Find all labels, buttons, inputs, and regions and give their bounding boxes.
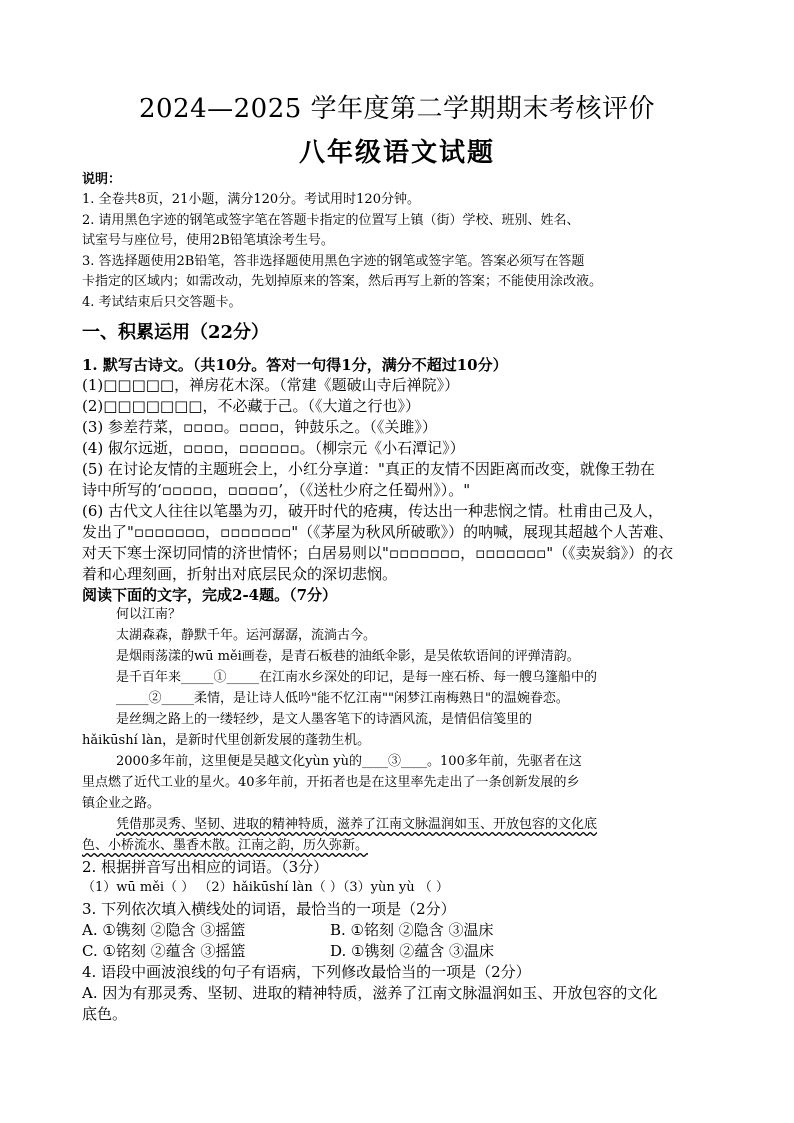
q4-option-a-cont: 底色。 [82,1005,128,1023]
q1-line: 发出了"▫▫▫▫▫▫▫，▫▫▫▫▫▫▫"（《茅屋为秋风所破歌》）的呐喊，展现其超越个人苦难、 [82,523,674,541]
exam-title: 2024—2025 学年度第二学期期末考核评价 [138,94,656,124]
passage-line: 是千百年来_____①_____在江南水乡深处的印记，是每一座石桥、每一艘乌篷船中的 [116,670,598,685]
passage-line: hǎikūshí làn，是新时代里创新发展的蓬勃生机。 [82,733,371,748]
instruction-line: 4. 考试结束后只交答题卡。 [82,295,242,310]
instruction-line: 3. 答选择题使用2B铅笔，答非选择题使用黑色字迹的钢笔或签字笔。答案必须写在答题 [82,254,585,269]
q4-option-a: A. 因为有那灵秀、坚韧、进取的精神特质，滋养了江南文脉温润如玉、开放包容的文化 [82,984,658,1002]
instruction-line: 试室号与座位号，使用2B铅笔填涂考生号。 [82,233,334,248]
passage-line: 里点燃了近代工业的星火。40多年前，开拓者也是在这里率先走出了一条创新发展的乡 [82,775,580,790]
q1-line: (2)□□□□□□□，不必藏于己。（《大道之行也》） [82,397,420,415]
q1-line: (5) 在讨论友情的主题班会上，小红分享道："真正的友情不因距离而改变，就像王勃在 [82,460,655,478]
q3-option-d: D. ①镌刻 ②蕴含 ③温床 [330,942,495,960]
passage-line: 是烟雨荡漾的wū měi画卷，是青石板巷的油纸伞影，是吴侬软语间的评弹清韵。 [116,649,580,664]
exam-subtitle: 八年级语文试题 [298,138,495,168]
question-2-title: 2. 根据拼音写出相应的词语。（3分） [82,858,329,876]
passage-line: 2000多年前，这里便是吴越文化yùn yù的____③____。100多年前，先驱者在这 [116,754,582,769]
passage-line: 太湖森森，静默千年。运河潺潺，流淌古今。 [116,628,377,643]
passage-line: 是丝绸之路上的一缕轻纱，是文人墨客笔下的诗酒风流，是情侣信笺里的 [116,712,533,727]
question-2-blanks: （1）wū měi（ ） （2）hǎikūshí làn（ ）（3）yùn yù （ ） [82,880,449,895]
q1-line: (6) 古代文人往往以笔墨为刃，破开时代的疮痍，传达出一种悲悯之情。杜甫由己及人， [82,502,664,520]
wavy-sentence: 凭借那灵秀、坚韧、进取的精神特质，滋养了江南文脉温润如玉、开放包容的文化底 [116,817,598,832]
q1-line: (3) 参差荇菜，▫▫▫▫。▫▫▫▫，钟鼓乐之。（《关雎》） [82,418,437,436]
reading-title: 阅读下面的文字，完成2-4题。（7分） [82,586,338,604]
question-1-title: 1. 默写古诗文。（共10分。答对一句得1分，满分不超过10分） [82,356,508,374]
q3-option-c: C. ①铭刻 ②蕴含 ③摇篮 [82,942,246,960]
instruction-line: 卡指定的区域内；如需改动，先划掉原来的答案，然后再写上新的答案；不能使用涂改液。 [82,274,603,289]
q1-line: (4) 俶尔远逝，▫▫▫▫，▫▫▫▫▫▫。（柳宗元《小石潭记》） [82,439,465,457]
instruction-line: 2. 请用黑色字迹的钢笔或签字笔在答题卡指定的位置写上镇（街）学校、班别、姓名、 [82,213,580,228]
q1-line: 着和心理刻画，折射出对底层民众的深切悲悯。 [82,565,398,583]
question-4-title: 4. 语段中画波浪线的句子有语病，下列修改最恰当的一项是（2分） [82,963,531,981]
wavy-sentence: 色、小桥流水、墨香木散。江南之韵，历久弥新。 [82,838,369,853]
instructions-heading: 说明： [82,172,122,187]
question-3-title: 3. 下列依次填入横线处的词语，最恰当的一项是（2分） [82,900,456,918]
q3-option-b: B. ①铭刻 ②隐含 ③温床 [330,921,494,939]
passage-line: 镇企业之路。 [82,796,161,811]
passage-line: _____②_____柔情，是让诗人低吟"能不忆江南""闲梦江南梅熟日"的温婉眷恋。 [116,691,569,706]
section-heading: 一、积累运用（22分） [82,322,270,343]
q1-line: 对天下寒士深切同情的济世情怀；白居易则以"▫▫▫▫▫▫▫，▫▫▫▫▫▫▫"（《卖炭翁》）的衣 [82,544,674,562]
passage-line: 何以江南？ [116,607,182,622]
passage-line [82,836,368,856]
q1-line: (1)□□□□□，禅房花木深。（常建《题破山寺后禅院》） [82,376,460,394]
q1-line: 诗中所写的‘▫▫▫▫▫，▫▫▫▫▫’，（《送杜少府之任蜀州》）。" [82,481,471,499]
q3-option-a: A. ①镌刻 ②隐含 ③摇篮 [82,921,246,939]
instruction-line: 1. 全卷共8页，21小题，满分120分。考试用时120分钟。 [82,192,420,207]
passage-wavy-line [116,815,597,835]
